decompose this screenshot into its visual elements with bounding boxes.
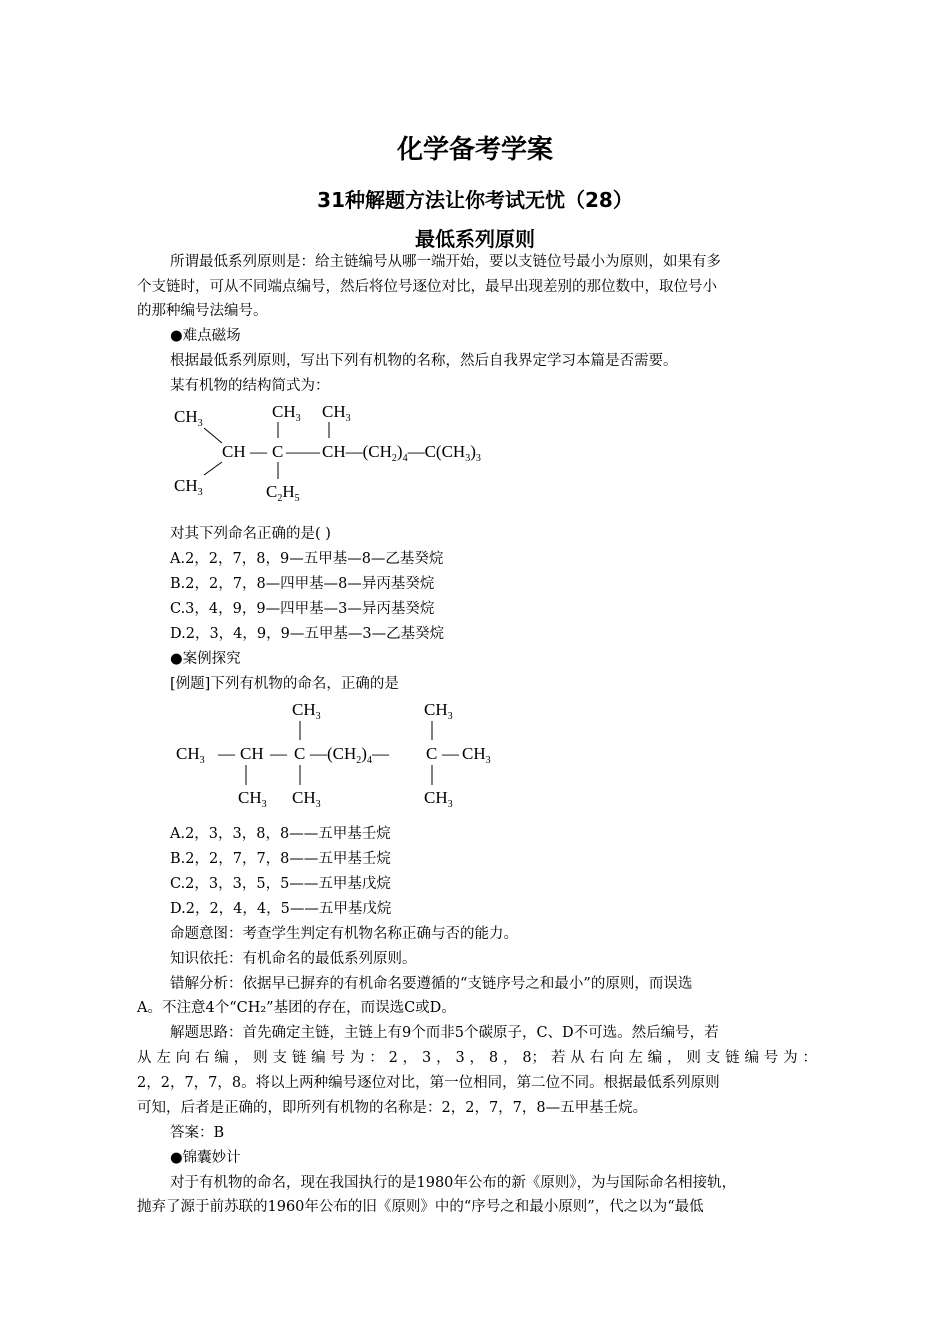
case-option-a: A.2，3，3，8，8——五甲基壬烷: [170, 826, 391, 842]
difficulty-instruction: 根据最低系列原则，写出下列有机物的名称，然后自我界定学习本篇是否需要。: [170, 353, 678, 369]
ch3-bottom-2: $CH_3$: [292, 788, 321, 810]
tips-line-2: 抛弃了源于前苏联的1960年公布的旧《原则》中的“序号之和最小原则”，代之以为“最低: [137, 1199, 704, 1215]
c-atom-2: C: [294, 744, 306, 763]
intro-line-1: 所谓最低系列原则是：给主链编号从哪一端开始，要以支链位号最小为原则，如果有多: [170, 254, 721, 270]
bond-c: —: [442, 744, 459, 763]
case-option-b: B.2，2，7，7，8——五甲基壬烷: [170, 851, 391, 867]
case-answer: 答案：B: [170, 1125, 225, 1141]
chain-2: $—(CH_2)_4—$: [310, 744, 389, 766]
case-example: [例题]下列有机物的命名，正确的是: [170, 676, 399, 692]
error-analysis-line-1: 错解分析：依据早已摒弃的有机命名要遵循的“支链序号之和最小”的原则，而误选: [170, 976, 693, 992]
approach-line-3: 2，2，7，7，8。将以上两种编号逐位对比，第一位相同，第二位不同。根据最低系列原则: [137, 1075, 720, 1091]
bond-a: —: [218, 744, 235, 763]
ch3-bottom-left: $CH_3$: [174, 476, 203, 498]
ch3-top-right: $CH_3$: [322, 402, 351, 424]
c-atom: C: [272, 442, 284, 461]
bond-2: ——: [286, 442, 320, 461]
difficulty-heading: ●难点磁场: [170, 328, 241, 344]
case-option-d: D.2，2，4，4，5——五甲基戊烷: [170, 901, 392, 917]
approach-line-2: 从左向右编，则支链编号为：2，3，3，8，8；若从右向左编，则支链编号为：: [137, 1050, 817, 1066]
case-option-c: C.2，3，3，5，5——五甲基戊烷: [170, 876, 391, 892]
bond-b: —: [270, 744, 287, 763]
error-analysis-line-2: A。不注意4个“CH₂”基团的存在，而误选C或D。: [137, 1000, 456, 1016]
structure-formula-2: [170, 693, 530, 813]
ch-atom: CH: [222, 442, 246, 461]
ch3-bottom-3: $CH_3$: [424, 788, 453, 810]
bond-1: —: [250, 442, 267, 461]
document-subtitle: 31种解题方法让你考试无忧（28）: [317, 188, 633, 212]
ch3-right: $CH_3$: [462, 744, 491, 766]
tips-line-1: 对于有机物的命名，现在我国执行的是1980年公布的新《原则》，为与国际命名相接轨，: [170, 1175, 737, 1191]
ch3-top-left: $CH_3$: [174, 407, 203, 429]
case-basis: 知识依托：有机命名的最低系列原则。: [170, 951, 417, 967]
c-atom-3: C: [426, 744, 438, 763]
section-title: 最低系列原则: [415, 227, 535, 251]
difficulty-option-d: D.2，3，4，9，9—五甲基—3—乙基癸烷: [170, 626, 445, 642]
ch3-left: $CH_3$: [176, 744, 205, 766]
difficulty-option-a: A.2，2，7，8，9—五甲基—8—乙基癸烷: [170, 551, 444, 567]
approach-line-4: 可知，后者是正确的，即所列有机物的名称是：2，2，7，7，8—五甲基壬烷。: [137, 1100, 648, 1116]
ch3-top-2: $CH_3$: [424, 700, 453, 722]
difficulty-question: 对其下列命名正确的是( ): [170, 526, 331, 542]
case-intent: 命题意图：考查学生判定有机物名称正确与否的能力。: [170, 926, 518, 942]
approach-line-1: 解题思路：首先确定主链，主链上有9个而非5个碳原子，C、D不可选。然后编号，若: [170, 1025, 719, 1041]
ch3-bottom-1: $CH_3$: [238, 788, 267, 810]
ch3-top-1: $CH_3$: [292, 700, 321, 722]
ch-atom-2: CH: [240, 744, 264, 763]
intro-line-2: 个支链时，可从不同端点编号，然后将位号逐位对比，最早出现差别的那位数中，取位号小: [137, 279, 717, 295]
document-title: 化学备考学案: [396, 135, 553, 165]
structure-intro: 某有机物的结构简式为：: [170, 378, 330, 394]
difficulty-option-c: C.3，4，9，9—四甲基—3—异丙基癸烷: [170, 601, 435, 617]
case-heading: ●案例探究: [170, 651, 241, 667]
ch3-top-middle: $CH_3$: [272, 402, 301, 424]
structure-formula-1: [160, 395, 560, 507]
tips-heading: ●锦囊妙计: [170, 1150, 241, 1166]
c2h5-group: $C_2H_5$: [266, 482, 300, 504]
intro-line-3: 的那种编号法编号。: [137, 303, 268, 319]
difficulty-option-b: B.2，2，7，8—四甲基—8—异丙基癸烷: [170, 576, 435, 592]
main-chain: $CH—(CH_2)_4—C(CH_3)_3$: [322, 442, 481, 464]
